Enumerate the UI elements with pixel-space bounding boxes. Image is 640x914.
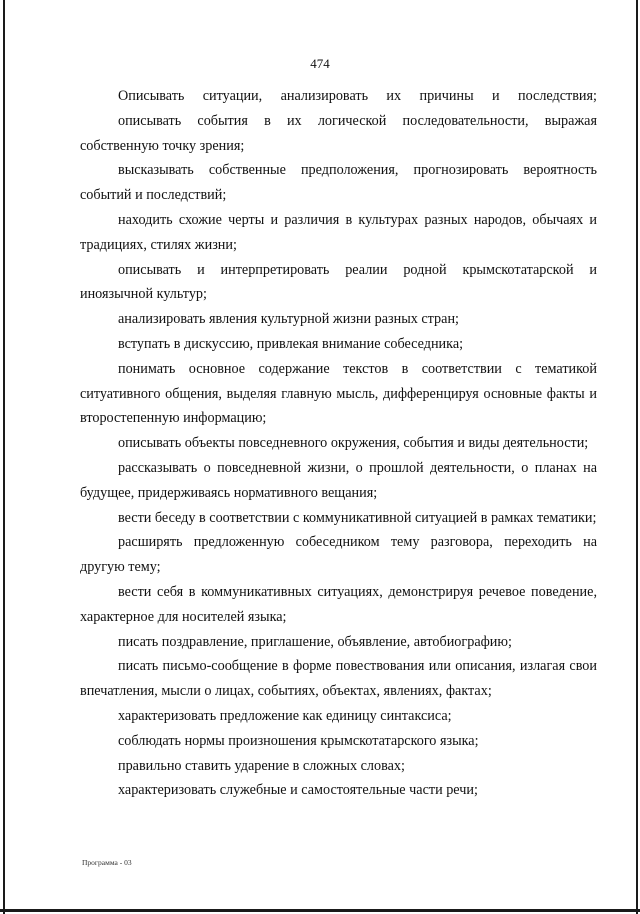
paragraph: писать письмо-сообщение в форме повествования или описания, излагая свои впечатления, мысли о лицах, событиях, объектах, явлениях, фактах;	[80, 658, 597, 700]
paragraph: рассказывать о повседневной жизни, о прошлой деятельности, о планах на будущее, придерживаясь нормативного вещания;	[80, 459, 597, 501]
paragraph: писать поздравление, приглашение, объявление, автобиографию;	[118, 633, 512, 650]
paragraph: описывать объекты повседневного окружения, события и виды деятельности;	[118, 435, 589, 452]
scan-edge-left	[3, 0, 5, 914]
scan-edge-bottom	[0, 909, 640, 912]
paragraph: правильно ставить ударение в сложных словах;	[118, 757, 405, 774]
paragraph: описывать и интерпретировать реалии родной крымскотатарской и иноязычной культур;	[80, 261, 597, 303]
paragraph: вести беседу в соответствии с коммуникативной ситуацией в рамках тематики;	[118, 509, 597, 526]
body-text	[80, 84, 597, 803]
paragraph: описывать события в их логической последовательности, выражая собственную точку зрения;	[80, 112, 597, 154]
paragraph: Описывать ситуации, анализировать их причины и последствия;	[118, 88, 597, 104]
scan-edge-right	[636, 0, 638, 914]
paragraph: расширять предложенную собеседником тему разговора, переходить на другую тему;	[80, 534, 597, 576]
paragraph: вести себя в коммуникативных ситуациях, демонстрируя речевое поведение, характерное для носителей языка;	[80, 583, 597, 625]
paragraph: высказывать собственные предположения, прогнозировать вероятность событий и последствий;	[80, 162, 597, 204]
paragraph: находить схожие черты и различия в культурах разных народов, обычаях и традициях, стилях жизни;	[80, 211, 597, 253]
paragraph: анализировать явления культурной жизни разных стран;	[118, 311, 459, 328]
page-number: 474	[310, 56, 330, 71]
footer-program-code: Программа - 03	[82, 858, 132, 867]
paragraph: соблюдать нормы произношения крымскотатарского языка;	[118, 732, 479, 749]
paragraph: понимать основное содержание текстов в соответствии с тематикой ситуативного общения, выделяя главную мысль, дифференцируя основные факты и второстепенную информацию;	[80, 360, 597, 427]
paragraph: вступать в дискуссию, привлекая внимание собеседника;	[118, 335, 464, 352]
paragraph: характеризовать предложение как единицу синтаксиса;	[118, 707, 452, 724]
paragraph: характеризовать служебные и самостоятельные части речи;	[118, 782, 478, 799]
